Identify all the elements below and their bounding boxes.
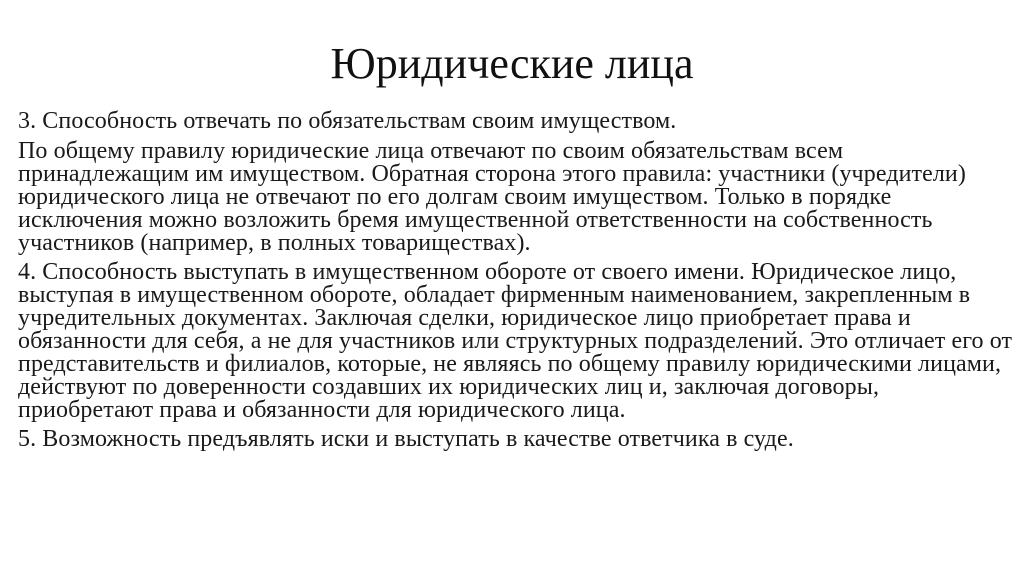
paragraph-point-4: 4. Способность выступать в имущественном обороте от своего имени. Юридическое лицо, выступая в имущественном обороте, обладает фирменным наименованием, закрепленным в учредительных документах. Заключая сделки, юридическое лицо приобретает права и обязанности для себя, а не для участников или структурных подразделений. Это отличает его от представительств и филиалов, которые, не являясь по общему правилу юридическими лицами, действуют по доверенности создавших их юридических лиц и, заключая договоры, приобретают права и обязанности для юридического лица.: [18, 259, 1013, 423]
paragraph-liability-explanation: По общему правилу юридические лица отвечают по своим обязательствам всем принадлежащим им имуществом. Обратная сторона этого правила: участники (учредители) юридического лица не отвечают по его долгам своим имуществом. Только в порядке исключения можно возложить бремя имущественной ответственности на собственность участников (например, в полных товариществах).: [18, 138, 966, 256]
paragraph-point-5: 5. Возможность предъявлять иски и выступать в качестве ответчика в суде.: [18, 426, 794, 452]
slide-title: Юридические лица: [330, 39, 694, 88]
slide-body: [18, 106, 1018, 457]
paragraph-point-3: 3. Способность отвечать по обязательствам своим имуществом.: [18, 108, 677, 134]
